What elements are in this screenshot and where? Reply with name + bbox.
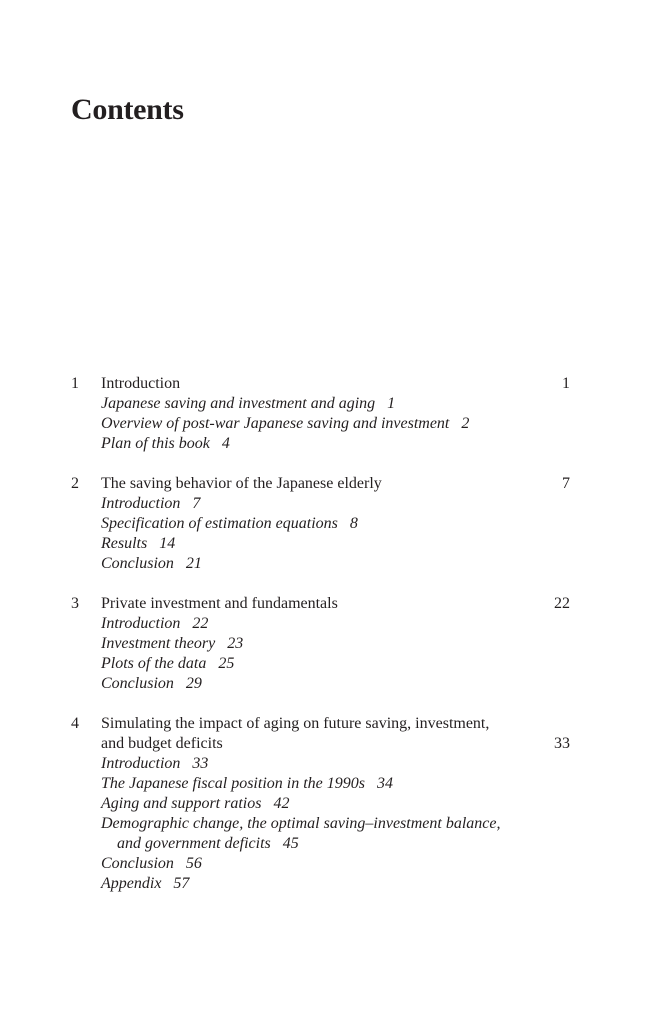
section-page-number: 42 [273, 795, 290, 812]
section-page-number: 33 [192, 755, 209, 772]
section-page-number: 7 [192, 495, 201, 512]
chapter-number: 3 [71, 595, 79, 612]
toc-section[interactable] [71, 774, 576, 794]
section-page-number: 21 [185, 555, 202, 572]
section-title: Aging and support ratios [101, 795, 262, 812]
toc-section-continued[interactable] [71, 834, 576, 854]
toc-section[interactable] [71, 854, 576, 874]
section-page-number: 22 [192, 615, 209, 632]
chapter-page-number: 22 [554, 595, 570, 612]
chapter-title-continued: and budget deficits [101, 735, 223, 752]
section-title: Conclusion [101, 555, 174, 572]
chapter-page-number: 7 [562, 475, 570, 492]
toc-section[interactable] [71, 434, 576, 454]
toc-section[interactable] [71, 754, 576, 774]
section-title: Introduction [101, 755, 181, 772]
section-title: Plots of the data [101, 655, 207, 672]
section-page-number: 34 [376, 775, 393, 792]
toc-section[interactable] [71, 494, 576, 514]
toc-section[interactable] [71, 554, 576, 574]
chapter-page-number: 33 [554, 735, 570, 752]
section-title: and government deficits [117, 835, 271, 852]
section-title: Specification of estimation equations [101, 515, 338, 532]
section-page-number: 29 [185, 675, 202, 692]
chapter-heading-line[interactable] [71, 374, 576, 394]
section-title: Overview of post-war Japanese saving and investment [101, 415, 450, 432]
chapter-title: The saving behavior of the Japanese elderly [101, 475, 382, 492]
toc-section[interactable] [71, 414, 576, 434]
section-page-number: 4 [221, 435, 230, 452]
toc-chapter [71, 474, 576, 574]
section-title: The Japanese fiscal position in the 1990s [101, 775, 365, 792]
section-title: Japanese saving and investment and aging [101, 395, 376, 412]
toc-section[interactable] [71, 394, 576, 414]
section-page-number: 1 [387, 395, 396, 412]
section-page-number: 2 [461, 415, 470, 432]
toc-chapter [71, 594, 576, 694]
section-page-number: 23 [227, 635, 244, 652]
table-of-contents [71, 374, 576, 914]
toc-section[interactable] [71, 514, 576, 534]
section-title: Plan of this book [101, 435, 210, 452]
chapter-title: Introduction [101, 375, 181, 392]
toc-section[interactable] [71, 874, 576, 894]
section-title: Introduction [101, 615, 181, 632]
section-page-number: 45 [282, 835, 299, 852]
chapter-heading-line-continued[interactable] [71, 734, 576, 754]
toc-chapter [71, 714, 576, 894]
section-title: Appendix [101, 875, 162, 892]
section-page-number: 25 [218, 655, 235, 672]
chapter-title: Private investment and fundamentals [101, 595, 338, 612]
chapter-page-number: 1 [562, 375, 570, 392]
toc-section[interactable] [71, 674, 576, 694]
toc-section[interactable] [71, 634, 576, 654]
toc-section[interactable] [71, 794, 576, 814]
section-title: Conclusion [101, 675, 174, 692]
chapter-title: Simulating the impact of aging on future saving, investment, [101, 715, 490, 732]
section-title: Conclusion [101, 855, 174, 872]
toc-chapter [71, 374, 576, 454]
chapter-heading-line[interactable] [71, 714, 576, 734]
section-page-number: 8 [349, 515, 358, 532]
toc-section[interactable] [71, 534, 576, 554]
chapter-number: 1 [71, 375, 79, 392]
toc-section[interactable] [71, 654, 576, 674]
toc-section[interactable] [71, 614, 576, 634]
section-title: Investment theory [101, 635, 216, 652]
section-title: Demographic change, the optimal saving–investment balance, [101, 815, 501, 832]
chapter-heading-line[interactable] [71, 594, 576, 614]
chapter-number: 4 [71, 715, 79, 732]
chapter-number: 2 [71, 475, 79, 492]
chapter-heading-line[interactable] [71, 474, 576, 494]
section-page-number: 57 [173, 875, 190, 892]
section-page-number: 56 [185, 855, 202, 872]
section-title: Introduction [101, 495, 181, 512]
page-title: Contents [71, 93, 184, 126]
section-title: Results [101, 535, 148, 552]
section-page-number: 14 [159, 535, 176, 552]
toc-section[interactable] [71, 814, 576, 834]
